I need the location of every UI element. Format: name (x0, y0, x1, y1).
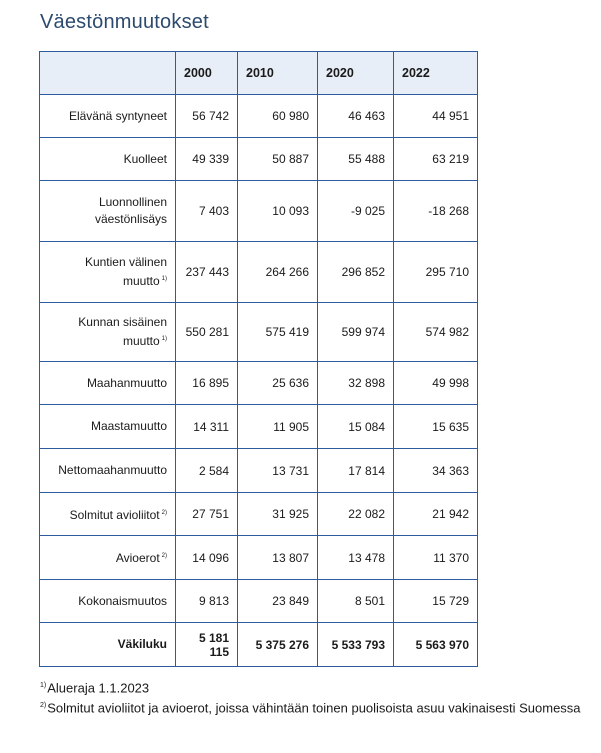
row-label (40, 242, 176, 303)
value-cell: 31 925 (238, 493, 318, 536)
header-cell: 2020 (318, 52, 394, 95)
value-cell: 60 980 (238, 95, 318, 138)
value-cell: 7 403 (176, 181, 238, 242)
value-cell: 50 887 (238, 138, 318, 181)
value-cell: 237 443 (176, 242, 238, 303)
row-label (40, 536, 176, 580)
table-row (40, 449, 478, 493)
row-label-text: Kuntien välinen muutto (84, 255, 167, 288)
value-cell: 9 813 (176, 580, 238, 623)
value-cell: 5 533 793 (318, 623, 394, 667)
table-row (40, 493, 478, 536)
row-label-text: Maastamuutto (90, 419, 167, 433)
footnote-ref: 1) (161, 336, 167, 342)
value-cell: 11 905 (238, 405, 318, 449)
header-cell: 2010 (238, 52, 318, 95)
value-cell: 599 974 (318, 303, 394, 362)
row-label (40, 95, 176, 138)
table-row (40, 362, 478, 405)
value-cell: 55 488 (318, 138, 394, 181)
footnote (40, 677, 595, 697)
header-cell (40, 52, 176, 95)
value-cell: 25 636 (238, 362, 318, 405)
table-row (40, 536, 478, 580)
value-cell: 46 463 (318, 95, 394, 138)
row-label (40, 493, 176, 536)
table-row (40, 303, 478, 362)
value-cell: 2 584 (176, 449, 238, 493)
footnotes (40, 677, 595, 718)
value-cell: 32 898 (318, 362, 394, 405)
footnote-text: Solmitut avioliitot ja avioerot, joissa vähintään toinen puolisoista asuu vakinaisesti Suomessa (47, 700, 581, 716)
value-cell: 15 084 (318, 405, 394, 449)
value-cell: 13 731 (238, 449, 318, 493)
row-label (40, 449, 176, 493)
value-cell: 575 419 (238, 303, 318, 362)
value-cell: 21 942 (394, 493, 478, 536)
row-label-text: Nettomaahanmuutto (58, 463, 167, 477)
table-row (40, 242, 478, 303)
value-cell: -18 268 (394, 181, 478, 242)
value-cell: 15 729 (394, 580, 478, 623)
row-label-text: Luonnollinen väestönlisäys (94, 195, 167, 226)
table-row (40, 405, 478, 449)
value-cell: 14 096 (176, 536, 238, 580)
value-cell: 264 266 (238, 242, 318, 303)
value-cell: 574 982 (394, 303, 478, 362)
value-cell: 27 751 (176, 493, 238, 536)
table-row (40, 181, 478, 242)
footnote-ref: 1) (161, 276, 167, 282)
value-cell: 56 742 (176, 95, 238, 138)
value-cell: 8 501 (318, 580, 394, 623)
row-label (40, 181, 176, 242)
header-cell: 2000 (176, 52, 238, 95)
value-cell: 16 895 (176, 362, 238, 405)
footnote-ref: 2) (161, 509, 167, 516)
value-cell: 5 375 276 (238, 623, 318, 667)
footnote-mark: 1) (40, 682, 47, 689)
table-header-row (40, 52, 478, 95)
row-label (40, 580, 176, 623)
value-cell: -9 025 (318, 181, 394, 242)
value-cell: 44 951 (394, 95, 478, 138)
value-cell: 295 710 (394, 242, 478, 303)
value-cell: 5 181 115 (176, 623, 238, 667)
row-label (40, 405, 176, 449)
value-cell: 10 093 (238, 181, 318, 242)
row-label-text: Kunnan sisäinen muutto (78, 315, 167, 348)
population-changes-table (39, 51, 478, 667)
value-cell: 11 370 (394, 536, 478, 580)
value-cell: 15 635 (394, 405, 478, 449)
value-cell: 63 219 (394, 138, 478, 181)
row-label (40, 138, 176, 181)
value-cell: 13 807 (238, 536, 318, 580)
table-row (40, 138, 478, 181)
row-label (40, 623, 176, 667)
row-label-text: Kuolleet (123, 151, 167, 166)
value-cell: 13 478 (318, 536, 394, 580)
row-label-text: Avioerot (115, 551, 160, 565)
value-cell: 14 311 (176, 405, 238, 449)
table-row (40, 95, 478, 138)
value-cell: 49 998 (394, 362, 478, 405)
footnote-text: Alueraja 1.1.2023 (47, 680, 150, 696)
value-cell: 5 563 970 (394, 623, 478, 667)
value-cell: 550 281 (176, 303, 238, 362)
footnote (40, 697, 595, 717)
row-label-text: Maahanmuutto (86, 375, 167, 390)
value-cell: 296 852 (318, 242, 394, 303)
value-cell: 22 082 (318, 493, 394, 536)
row-label-text: Elävänä syntyneet (68, 108, 167, 123)
value-cell: 17 814 (318, 449, 394, 493)
footnote-ref: 2) (161, 553, 167, 559)
footnote-mark: 2) (40, 702, 47, 710)
value-cell: 49 339 (176, 138, 238, 181)
row-label (40, 303, 176, 362)
row-label-text: Väkiluku (117, 637, 167, 651)
header-cell: 2022 (394, 52, 478, 95)
page-title: Väestönmuutokset (40, 11, 209, 33)
row-label-text: Solmitut avioliitot (69, 507, 160, 522)
table-row (40, 580, 478, 623)
row-label (40, 362, 176, 405)
table-row (40, 623, 478, 667)
value-cell: 34 363 (394, 449, 478, 493)
value-cell: 23 849 (238, 580, 318, 623)
row-label-text: Kokonaismuutos (78, 593, 167, 608)
